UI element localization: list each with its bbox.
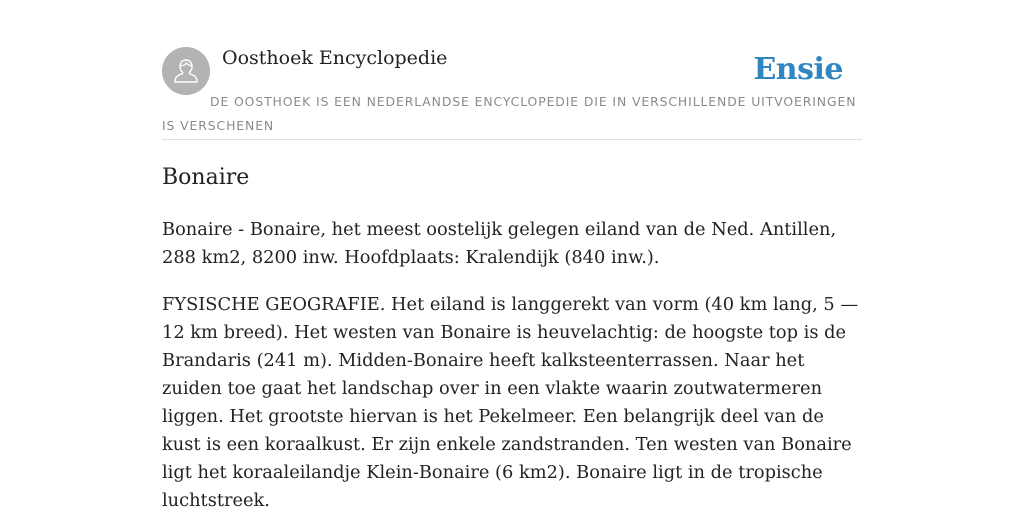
page <box>162 0 862 512</box>
user-icon <box>162 47 210 95</box>
article-paragraph-geography: FYSISCHE GEOGRAFIE. Het eiland is langgerekt van vorm (40 km lang, 5 — 12 km breed). Het westen van Bonaire is heuvelachtig: de hoogste top is de Brandaris (241 m). Midden-Bonaire heeft kalksteenterrassen. Naar het zuiden toe gaat het landschap over in een vlakte waarin zoutwatermeren liggen. Het grootste hiervan is het Pekelmeer. Een belangrijk deel van de kust is een koraalkust. Er zijn enkele zandstranden. Ten westen van Bonaire ligt het koraaleilandje Klein-Bonaire (6 km2). Bonaire ligt in de tropische luchtstreek. <box>162 294 859 511</box>
article-paragraph-intro: Bonaire - Bonaire, het meest oostelijk gelegen eiland van de Ned. Antillen, 288 km2, 8200 inw. Hoofdplaats: Kralendijk (840 inw.). <box>162 219 837 268</box>
brand-logo[interactable]: Ensie <box>753 52 843 87</box>
page-title: Bonaire <box>162 165 250 190</box>
site-header <box>162 0 862 140</box>
site-tagline: DE OOSTHOEK IS EEN NEDERLANDSE ENCYCLOPEDIE DIE IN VERSCHILLENDE UITVOERINGEN IS VERSCHENEN <box>162 94 857 133</box>
avatar[interactable] <box>162 47 210 95</box>
site-name[interactable]: Oosthoek Encyclopedie <box>222 47 448 69</box>
